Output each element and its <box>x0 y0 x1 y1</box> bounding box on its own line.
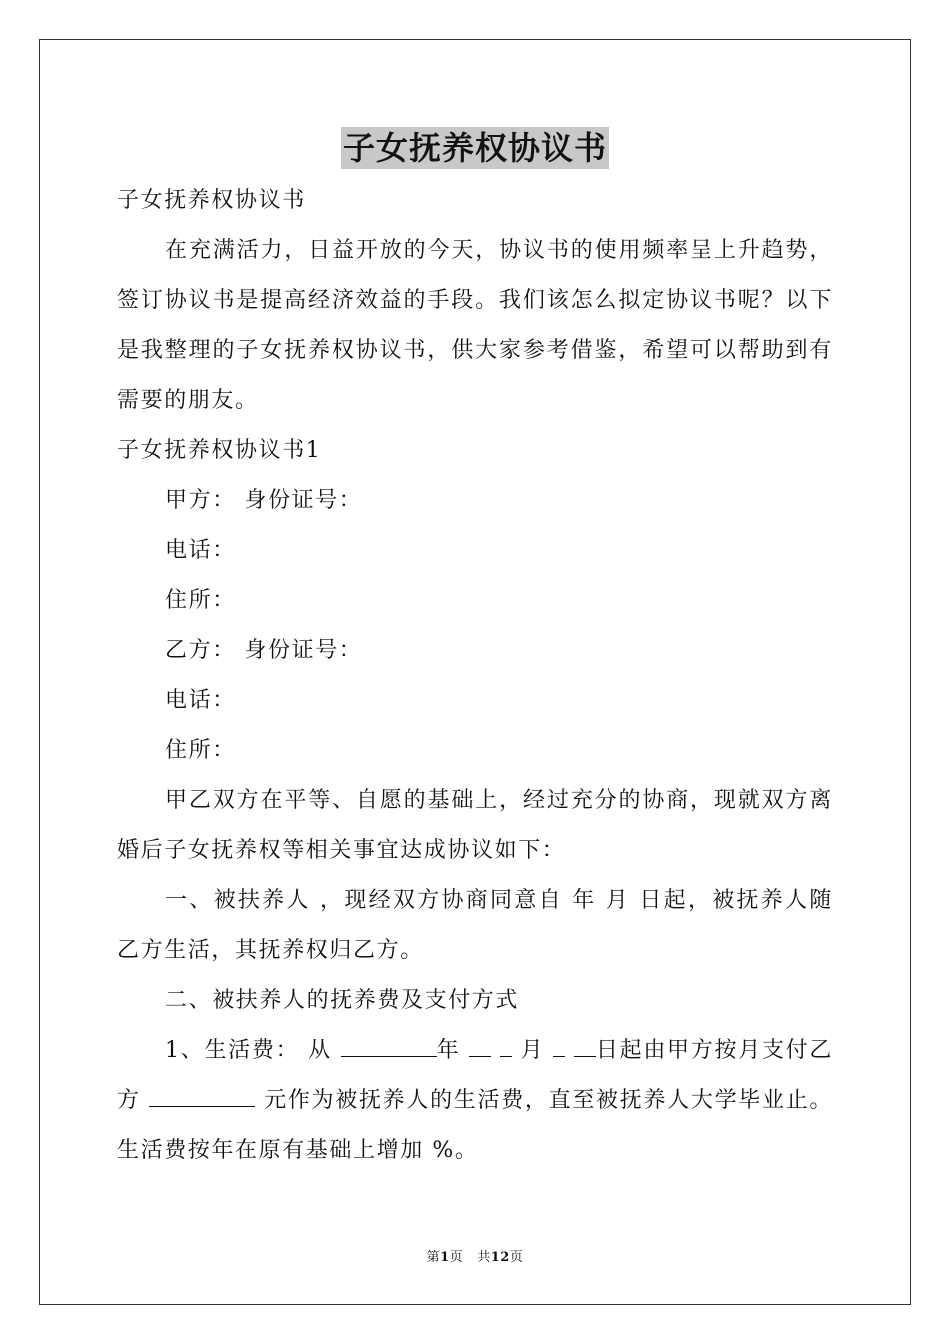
footer-total-suffix: 页 <box>509 1250 524 1265</box>
blank-amount <box>149 1088 255 1107</box>
title-wrap <box>0 127 950 169</box>
party-a-address: 住所： <box>165 588 236 613</box>
footer-page-num: 1 <box>440 1250 450 1265</box>
paragraph-subheading: 子女抚养权协议书1 <box>117 438 322 463</box>
page-footer <box>0 1246 950 1265</box>
living-text-e: 元作为被抚养人的生活费，直至被抚养人大学毕业止。生活费按年在原有基础上增加 %。 <box>117 1088 833 1163</box>
party-b-phone: 电话： <box>165 688 236 713</box>
paragraph-intro: 在充满活力，日益开放的今天，协议书的使用频率呈上升趋势，签订协议书是提高经济效益的手段。我们该怎么拟定协议书呢？以下是我整理的子女抚养权协议书，供大家参考借鉴，希望可以帮助到有需要的朋友。 <box>117 238 833 413</box>
clause-one: 一、被扶养人 ，现经双方协商同意自 年 月 日起，被抚养人随乙方生活，其抚养权归乙方。 <box>117 888 833 963</box>
paragraph-agreement: 甲乙双方在平等、自愿的基础上，经过充分的协商，现就双方离婚后子女抚养权等相关事宜达成协议如下： <box>117 788 833 863</box>
footer-page-suffix: 页 <box>449 1250 464 1265</box>
clause-two: 二、被扶养人的抚养费及支付方式 <box>165 988 520 1013</box>
living-text-d: 日起由甲方按月支付乙方 <box>117 1038 834 1113</box>
party-b-address: 住所： <box>165 738 236 763</box>
living-text-a: 1、生活费： 从 <box>165 1038 341 1063</box>
footer-total-num: 12 <box>490 1250 510 1265</box>
footer-page-prefix: 第 <box>426 1250 441 1265</box>
blank-day-2 <box>574 1038 596 1057</box>
party-a-phone: 电话： <box>165 538 236 563</box>
blank-year <box>341 1038 437 1057</box>
document-title: 子女抚养权协议书 <box>342 129 607 167</box>
blank-day-1 <box>553 1038 565 1057</box>
party-b-id: 乙方： 身份证号： <box>165 638 363 663</box>
blank-month-2 <box>500 1038 512 1057</box>
document-body <box>117 176 833 1176</box>
blank-month-1 <box>469 1038 491 1057</box>
living-text-b: 年 <box>436 1038 470 1063</box>
clause-living-expenses <box>117 1026 833 1176</box>
paragraph-heading: 子女抚养权协议书 <box>117 188 306 213</box>
footer-total-prefix: 共 <box>477 1250 491 1265</box>
living-text-c: 月 <box>511 1038 554 1063</box>
party-a-id: 甲方： 身份证号： <box>165 488 363 513</box>
